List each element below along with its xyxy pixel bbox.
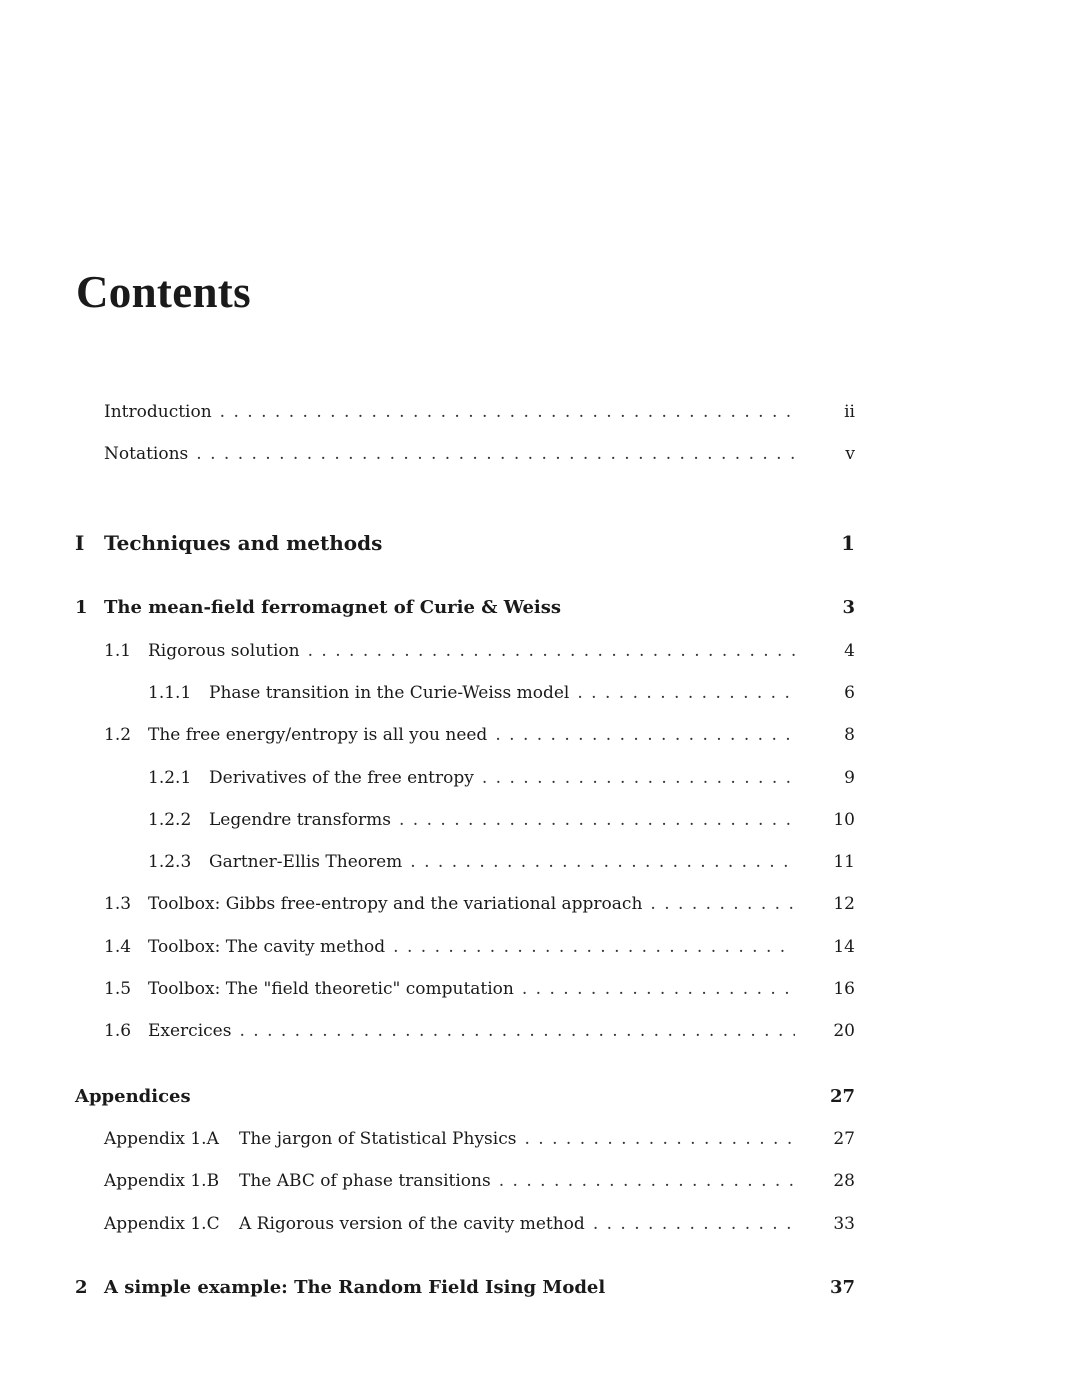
toc-subsection-title: Legendre transforms <box>209 810 391 830</box>
dot-leader <box>650 889 795 919</box>
toc-appendix-number: Appendix 1.B <box>104 1171 220 1191</box>
toc-section-1-1[interactable] <box>104 636 855 666</box>
toc-subsection-page: 11 <box>833 852 855 872</box>
toc-subsection-number: 1.2.3 <box>148 852 192 872</box>
toc-part-title: Techniques and methods <box>104 531 383 555</box>
toc-section-title: The free energy/entropy is all you need <box>148 725 488 745</box>
toc-chapter-2[interactable] <box>75 1273 855 1303</box>
toc-chapter-number: 2 <box>75 1277 88 1298</box>
toc-section-title: Rigorous solution <box>148 641 300 661</box>
toc-section-1-2[interactable] <box>104 720 855 750</box>
toc-section-1-6[interactable] <box>104 1016 855 1046</box>
toc-appendix-page: 33 <box>833 1214 855 1234</box>
toc-subsection-1-2-1[interactable] <box>148 763 855 793</box>
toc-appendices-page: 27 <box>829 1086 855 1107</box>
toc-section-number: 1.6 <box>104 1021 132 1041</box>
toc-appendix-1-b[interactable] <box>104 1166 855 1196</box>
toc-chapter-page: 37 <box>829 1277 855 1298</box>
toc-section-page: 4 <box>844 641 855 661</box>
dot-leader <box>482 763 795 793</box>
toc-section-1-3[interactable] <box>104 889 855 919</box>
dot-leader <box>308 636 795 666</box>
toc-section-number: 1.3 <box>104 894 132 914</box>
page-title: Contents <box>76 267 251 317</box>
toc-chapter-number: 1 <box>75 597 88 618</box>
toc-appendix-title: A Rigorous version of the cavity method <box>239 1214 585 1234</box>
toc-entry-page: ii <box>844 402 855 422</box>
dot-leader <box>522 974 795 1004</box>
dot-leader <box>524 1124 795 1154</box>
toc-section-1-5[interactable] <box>104 974 855 1004</box>
toc-appendix-1-a[interactable] <box>104 1124 855 1154</box>
toc-subsection-title: Phase transition in the Curie-Weiss model <box>209 683 570 703</box>
toc-entry-title: Notations <box>104 444 189 464</box>
dot-leader <box>577 678 795 708</box>
toc-chapter-page: 3 <box>842 597 855 618</box>
toc-subsection-1-2-2[interactable] <box>148 805 855 835</box>
toc-part-1[interactable] <box>75 528 855 558</box>
toc-chapter-title: A simple example: The Random Field Ising Model <box>104 1277 606 1298</box>
toc-subsection-number: 1.2.2 <box>148 810 192 830</box>
toc-part-page: 1 <box>841 531 855 555</box>
toc-subsection-title: Gartner-Ellis Theorem <box>209 852 403 872</box>
toc-section-1-4[interactable] <box>104 932 855 962</box>
toc-subsection-title: Derivatives of the free entropy <box>209 768 474 788</box>
toc-chapter-title: The mean-field ferromagnet of Curie & Weiss <box>104 597 562 618</box>
toc-section-page: 14 <box>833 937 855 957</box>
dot-leader <box>393 932 795 962</box>
dot-leader <box>196 439 795 469</box>
toc-section-title: Toolbox: Gibbs free-entropy and the variational approach <box>148 894 643 914</box>
toc-section-number: 1.5 <box>104 979 132 999</box>
toc-section-title: Exercices <box>148 1021 232 1041</box>
toc-appendix-number: Appendix 1.C <box>104 1214 220 1234</box>
toc-section-number: 1.2 <box>104 725 132 745</box>
toc-entry-introduction[interactable] <box>104 397 855 427</box>
toc-appendix-title: The jargon of Statistical Physics <box>239 1129 517 1149</box>
toc-appendix-number: Appendix 1.A <box>104 1129 219 1149</box>
toc-entry-notations[interactable] <box>104 439 855 469</box>
toc-appendices[interactable] <box>75 1082 855 1112</box>
toc-subsection-page: 10 <box>833 810 855 830</box>
toc-section-number: 1.1 <box>104 641 132 661</box>
dot-leader <box>410 847 795 877</box>
toc-appendix-1-c[interactable] <box>104 1209 855 1239</box>
toc-section-page: 20 <box>833 1021 855 1041</box>
toc-section-number: 1.4 <box>104 937 132 957</box>
dot-leader <box>495 720 795 750</box>
dot-leader <box>239 1016 795 1046</box>
toc-appendix-title: The ABC of phase transitions <box>239 1171 491 1191</box>
toc-chapter-1[interactable] <box>75 593 855 623</box>
toc-entry-title: Introduction <box>104 402 212 422</box>
toc-section-title: Toolbox: The cavity method <box>148 937 386 957</box>
dot-leader <box>399 805 795 835</box>
toc-appendix-page: 27 <box>833 1129 855 1149</box>
toc-subsection-page: 6 <box>844 683 855 703</box>
toc-appendices-title: Appendices <box>75 1086 191 1107</box>
toc-subsection-1-2-3[interactable] <box>148 847 855 877</box>
toc-subsection-page: 9 <box>844 768 855 788</box>
toc-appendix-page: 28 <box>833 1171 855 1191</box>
toc-section-page: 8 <box>844 725 855 745</box>
toc-part-number: I <box>75 531 85 555</box>
dot-leader <box>499 1166 795 1196</box>
toc-subsection-number: 1.2.1 <box>148 768 192 788</box>
toc-section-page: 12 <box>833 894 855 914</box>
dot-leader <box>220 397 795 427</box>
toc-section-title: Toolbox: The "field theoretic" computation <box>148 979 514 999</box>
toc-subsection-number: 1.1.1 <box>148 683 192 703</box>
toc-entry-page: v <box>845 444 855 464</box>
dot-leader <box>593 1209 795 1239</box>
toc-section-page: 16 <box>833 979 855 999</box>
toc-subsection-1-1-1[interactable] <box>148 678 855 708</box>
